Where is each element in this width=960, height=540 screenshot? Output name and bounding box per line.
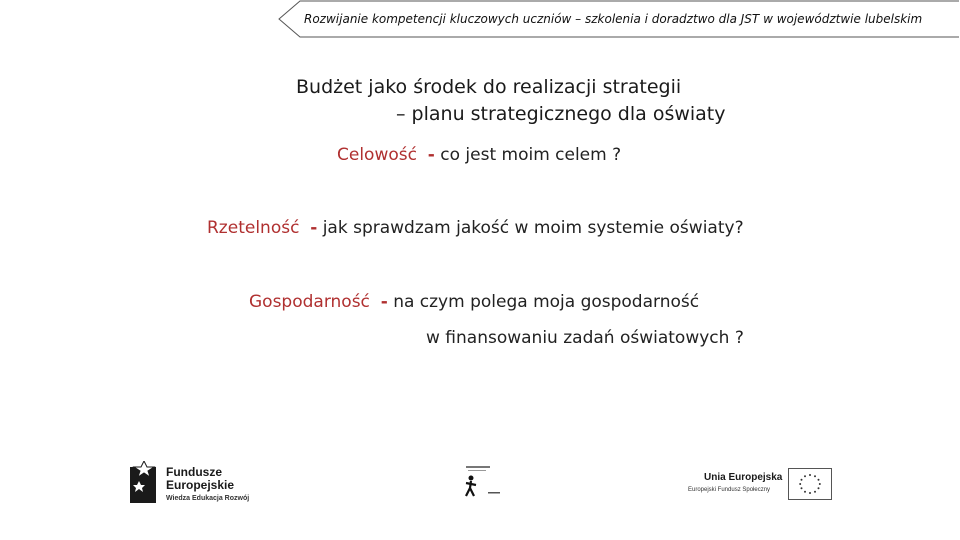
eu-flag-icon bbox=[788, 468, 832, 500]
fundusze-europejskie-logo bbox=[130, 460, 270, 506]
item-celowosc bbox=[337, 145, 621, 165]
partner-logo bbox=[462, 464, 506, 498]
title-line-2: – planu strategicznego dla oświaty bbox=[396, 103, 726, 125]
running-figure-icon bbox=[462, 464, 506, 498]
item-text: jak sprawdzam jakość w moim systemie oświaty? bbox=[322, 218, 744, 238]
item-rzetelnosc bbox=[207, 218, 744, 238]
title-line-1: Budżet jako środek do realizacji strategii bbox=[296, 76, 682, 98]
item-text: na czym polega moja gospodarność bbox=[393, 292, 700, 312]
slide-title bbox=[296, 74, 726, 128]
item-keyword: Gospodarność bbox=[249, 292, 370, 312]
item-text: co jest moim celem ? bbox=[440, 145, 622, 165]
item-dash: - bbox=[310, 218, 318, 238]
item-gospodarnosc bbox=[249, 292, 699, 312]
ue-logo-line-2: Europejski Fundusz Społeczny bbox=[688, 487, 771, 493]
item-gospodarnosc-continuation: w finansowaniu zadań oświatowych ? bbox=[426, 328, 744, 348]
fe-logo-line-2: Europejskie bbox=[166, 478, 235, 492]
item-dash: - bbox=[427, 145, 435, 165]
item-keyword: Rzetelność bbox=[207, 218, 300, 238]
item-dash: - bbox=[380, 292, 388, 312]
header-banner bbox=[278, 0, 960, 38]
fe-logo-line-1: Fundusze bbox=[166, 465, 222, 479]
fe-logo-line-3: Wiedza Edukacja Rozwój bbox=[166, 495, 250, 502]
unia-europejska-logo bbox=[686, 466, 836, 502]
ue-logo-line-1: Unia Europejska bbox=[704, 472, 783, 483]
header-text: Rozwijanie kompetencji kluczowych uczniów – szkolenia i doradztwo dla JST w województwie lubelskim bbox=[304, 12, 923, 26]
stars-square-icon bbox=[130, 461, 160, 505]
item-keyword: Celowość bbox=[337, 145, 417, 165]
